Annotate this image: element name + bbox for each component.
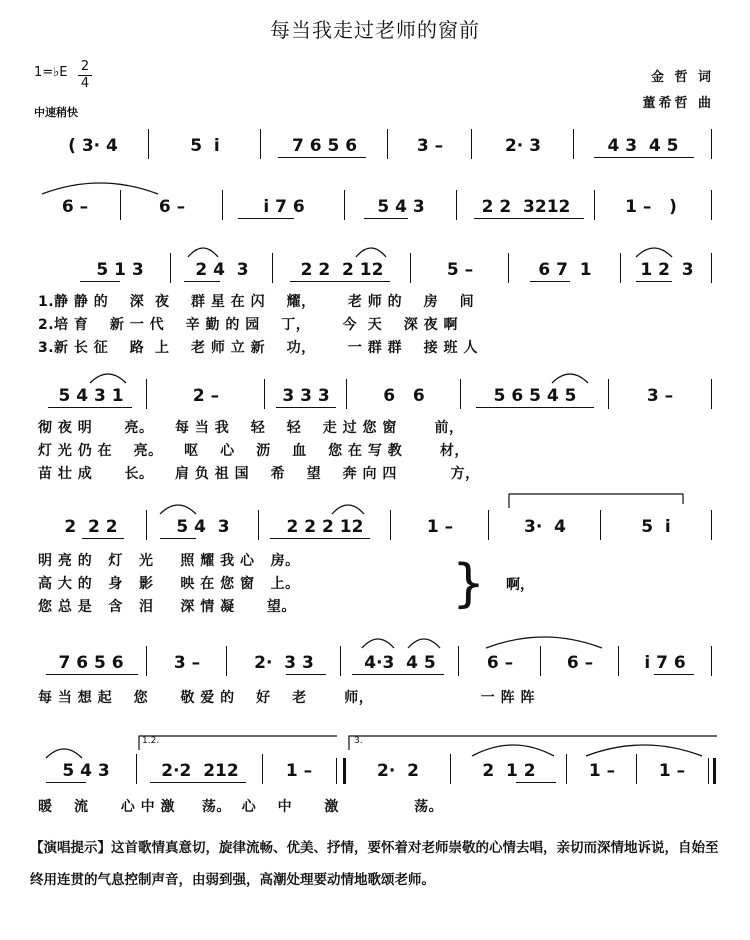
barline (226, 646, 227, 676)
time-signature-bottom: 4 (80, 76, 90, 91)
measure: 5 1 3 (96, 260, 144, 280)
barline (608, 379, 609, 409)
volta-label-second: 3. (354, 736, 363, 746)
measure: 1 – (426, 517, 454, 537)
beam (352, 674, 444, 675)
beam (290, 281, 390, 282)
barline (573, 129, 574, 159)
measure: 2· 2 (377, 761, 419, 781)
lyric-line: 苗 壮 成 长。 肩 负 祖 国 希 望 奔 向 四 方， (38, 466, 480, 482)
barline (456, 190, 457, 220)
lyric-line: 暖 流 心 中 激 荡。 心 中 激 荡。 (38, 799, 444, 815)
measure: 3 – (646, 386, 674, 406)
key-signature: 1=♭E (34, 65, 68, 80)
barline (600, 510, 601, 540)
barline (390, 510, 391, 540)
staff-row-6 (0, 650, 750, 676)
measure: ( 3· 4 (68, 136, 118, 156)
slur (360, 634, 396, 650)
barline (711, 510, 712, 540)
volta-bracket (508, 490, 684, 510)
beam (48, 407, 132, 408)
measure: 4·3 4 5 (364, 653, 436, 673)
barline (711, 129, 712, 159)
volta-bracket-1 (138, 732, 338, 752)
barline (618, 646, 619, 676)
beam (150, 782, 246, 783)
barline (120, 190, 121, 220)
barline (620, 253, 621, 283)
barline (262, 754, 263, 784)
lyric-line: 明 亮 的 灯 光 照 耀 我 心 房。 (38, 553, 300, 569)
beam (286, 674, 326, 675)
time-signature-top: 2 (80, 59, 90, 74)
slur (470, 740, 556, 760)
measure: 6 – (61, 197, 89, 217)
beam (516, 782, 556, 783)
measure: i 7 6 (263, 197, 305, 217)
measure: 5 4 3 (377, 197, 425, 217)
measure: 2 2 2 12 (300, 260, 384, 280)
barline (340, 646, 341, 676)
measure: 5 i (641, 517, 671, 537)
barline (636, 754, 637, 784)
measure: 1 – (588, 761, 616, 781)
beam (46, 782, 86, 783)
staff-row-5 (0, 514, 750, 540)
measure: 3 3 3 (282, 386, 330, 406)
composer-credit: 董希哲 曲 (642, 96, 714, 111)
measure: 2· 3 3 (254, 653, 314, 673)
barline (170, 253, 171, 283)
refrain-ah: 啊， (506, 577, 534, 593)
measure: 5 4 3 (62, 761, 110, 781)
repeat-barline (336, 758, 346, 784)
measure: 6 – (158, 197, 186, 217)
staff-row-1 (0, 133, 750, 159)
barline (711, 253, 712, 283)
barline (410, 253, 411, 283)
singing-tip (30, 832, 720, 896)
beam (474, 218, 584, 219)
barline (346, 379, 347, 409)
barline (146, 510, 147, 540)
measure: 2 4 3 (195, 260, 249, 280)
measure: 2·2 212 (161, 761, 239, 781)
barline (566, 754, 567, 784)
barline (450, 754, 451, 784)
barline (264, 379, 265, 409)
barline (594, 190, 595, 220)
slur (484, 632, 604, 652)
barline (148, 129, 149, 159)
beam (80, 281, 120, 282)
lyric-line: 高 大 的 身 影 映 在 您 窗 上。 (38, 576, 300, 592)
barline (458, 646, 459, 676)
slur (584, 740, 704, 760)
beam (184, 281, 220, 282)
beam (594, 157, 694, 158)
barline (344, 190, 345, 220)
measure: 2 2 2 (64, 517, 118, 537)
lyric-line: 1.静 静 的 深 夜 群 星 在 闪 耀， 老 师 的 房 间 (38, 294, 475, 310)
measure: 5 4 3 1 (58, 386, 124, 406)
singing-tip-label: 【演唱提示】 (30, 840, 111, 856)
lyric-line: 彻 夜 明 亮。 每 当 我 轻 轻 走 过 您 窗 前， (38, 420, 464, 436)
barline (711, 646, 712, 676)
time-signature (78, 60, 92, 91)
beam (270, 538, 370, 539)
beam (82, 538, 124, 539)
beam (364, 218, 408, 219)
barline (146, 379, 147, 409)
barline (136, 754, 137, 784)
slur (406, 634, 442, 650)
beam (530, 281, 570, 282)
beam (278, 157, 366, 158)
measure: 6 – (486, 653, 514, 673)
beam (654, 674, 694, 675)
lyric-line: 每 当 想 起 您 敬 爱 的 好 老 师， 一 阵 阵 (38, 690, 535, 706)
measure: 2 – (192, 386, 220, 406)
measure: 2 2 2 12 (286, 517, 364, 537)
measure: 3· 4 (524, 517, 566, 537)
beam (238, 218, 294, 219)
measure: 7 6 5 6 (58, 653, 124, 673)
barline (260, 129, 261, 159)
measure: 2 1 2 (482, 761, 536, 781)
measure: 2· 3 (504, 136, 542, 156)
measure: 5 4 3 (176, 517, 230, 537)
barline (540, 646, 541, 676)
measure: 3 – (416, 136, 444, 156)
measure: 5 – (446, 260, 474, 280)
measure: 6 6 (383, 386, 425, 406)
barline (711, 190, 712, 220)
song-title: 每当我走过老师的窗前 (270, 18, 480, 42)
measure: 1 2 3 (640, 260, 694, 280)
measure: 1 – (285, 761, 313, 781)
lyric-line: 您 总 是 含 泪 深 情 凝 望。 (38, 599, 296, 615)
measure: i 7 6 (644, 653, 686, 673)
barline (272, 253, 273, 283)
staff-row-7 (0, 736, 750, 784)
barline (258, 510, 259, 540)
barline (460, 379, 461, 409)
measure: 4 3 4 5 (607, 136, 679, 156)
barline (471, 129, 472, 159)
lyricist-credit: 金 哲 词 (650, 70, 714, 85)
singing-tip-text: 这首歌情真意切，旋律流畅、优美、抒情，要怀着对老师崇敬的心情去唱，亲切而深情地诉说，自始至终用连贯的气息控制声音，由弱到强，高潮处理要动情地歌颂老师。 (30, 840, 719, 888)
measure: 6 – (566, 653, 594, 673)
barline (387, 129, 388, 159)
brace: } (452, 554, 486, 614)
barline (146, 646, 147, 676)
lyric-line: 3.新 长 征 路 上 老 师 立 新 功， 一 群 群 接 班 人 (38, 340, 478, 356)
measure: 3 – (173, 653, 201, 673)
staff-row-2 (0, 194, 750, 220)
beam (636, 281, 672, 282)
barline (711, 379, 712, 409)
measure: 1 – ) (625, 197, 677, 217)
final-barline (708, 758, 716, 784)
lyric-line: 2.培 育 新 一 代 辛 勤 的 园 丁， 今 天 深 夜 啊 (38, 317, 459, 333)
measure: 5 6 5 4 5 (493, 386, 577, 406)
barline (508, 253, 509, 283)
measure: 5 i (190, 136, 220, 156)
beam (276, 407, 336, 408)
lyric-line: 灯 光 仍 在 亮。 呕 心 沥 血 您 在 写 教 材， (38, 443, 469, 459)
beam (46, 674, 138, 675)
beam (476, 407, 594, 408)
barline (222, 190, 223, 220)
beam (160, 538, 196, 539)
barline (488, 510, 489, 540)
measure: 2 2 3212 (481, 197, 571, 217)
measure: 7 6 5 6 (291, 136, 358, 156)
measure: 6 7 1 (538, 260, 592, 280)
staff-row-3 (0, 257, 750, 283)
staff-row-4 (0, 383, 750, 409)
measure: 1 – (658, 761, 686, 781)
volta-label-first: 1.2. (142, 736, 160, 746)
tempo-marking: 中速稍快 (34, 106, 78, 119)
